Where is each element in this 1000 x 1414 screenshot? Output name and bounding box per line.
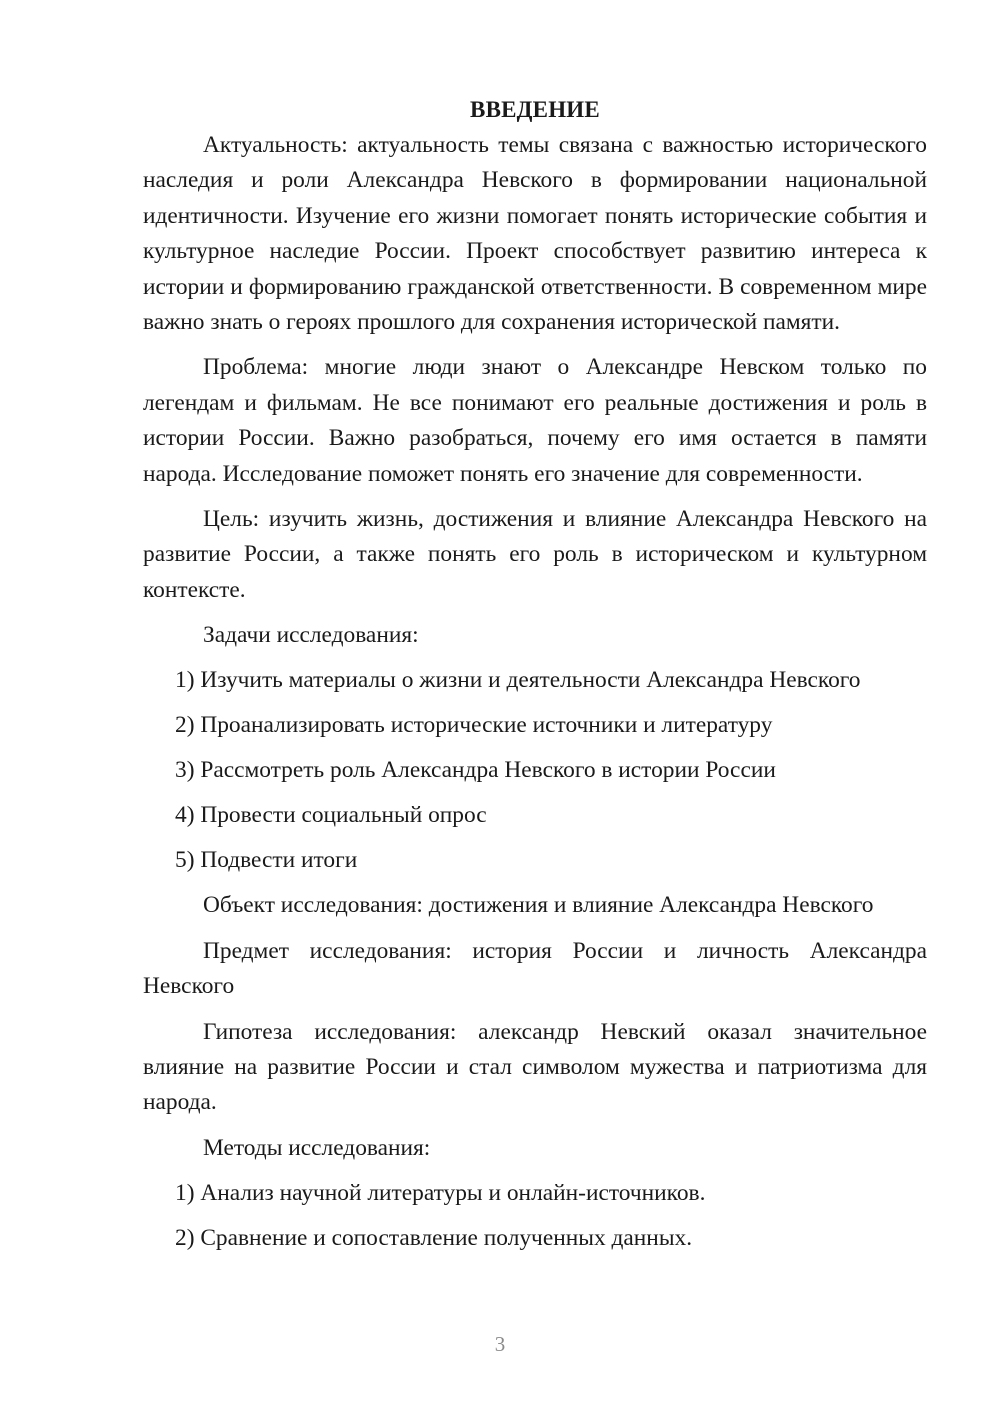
subject-paragraph: Предмет исследования: история России и личность Александра Невского (143, 937, 927, 1000)
task-item: 4) Провести социальный опрос (175, 802, 487, 829)
tasks-list (143, 663, 927, 878)
task-item: 1) Изучить материалы о жизни и деятельности Александра Невского (175, 667, 861, 694)
object-paragraph: Объект исследования: достижения и влияние Александра Невского (203, 892, 874, 919)
method-item: 2) Сравнение и сопоставление полученных данных. (175, 1224, 693, 1251)
methods-label: Методы исследования: (203, 1134, 431, 1161)
task-item: 5) Подвести итоги (175, 847, 358, 874)
method-item: 1) Анализ научной литературы и онлайн-источников. (175, 1179, 706, 1206)
document-page (143, 92, 927, 1266)
relevance-paragraph: Актуальность: актуальность темы связана с важностью исторического наследия и роли Александра Невского в формировании национальной идентичности. Изучение его жизни помогает понять исторические события и культурное наследие России. Проект способствует развитию интереса к истории и формированию гражданской ответственности. В современном мире важно знать о героях прошлого для сохранения исторической памяти. (143, 132, 927, 336)
task-item: 3) Рассмотреть роль Александра Невского в истории России (175, 757, 776, 784)
task-item: 2) Проанализировать исторические источники и литературу (175, 712, 773, 739)
methods-list (143, 1176, 927, 1256)
goal-paragraph: Цель: изучить жизнь, достижения и влияние Александра Невского на развитие России, а также понять его роль в историческом и культурном контексте. (143, 506, 927, 603)
hypothesis-paragraph: Гипотеза исследования: александр Невский оказал значительное влияние на развитие России и стал символом мужества и патриотизма для народа. (143, 1018, 927, 1116)
tasks-label: Задачи исследования: (203, 622, 419, 649)
page-number: 3 (494, 1332, 506, 1356)
page-title: ВВЕДЕНИЕ (470, 97, 600, 122)
problem-paragraph: Проблема: многие люди знают о Александре Невском только по легендам и фильмам. Не все понимают его реальные достижения и роль в истории России. Важно разобраться, почему его имя остается в памяти народа. Исследование поможет понять его значение для современности. (143, 354, 927, 487)
